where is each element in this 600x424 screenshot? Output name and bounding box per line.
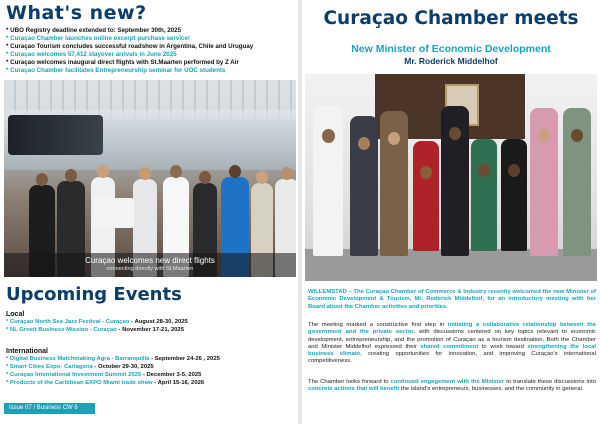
event-name: * NL Groeit Business Mission - Curaçao <box>6 326 117 333</box>
direct-flights-photo <box>4 80 296 277</box>
event-item[interactable] <box>6 356 296 364</box>
international-events-list <box>6 356 296 388</box>
photo-caption <box>4 253 296 277</box>
issue-footer <box>4 403 95 414</box>
article-paragraph-3: The Chamber looks forward to continued engagement with the Minister to translate these discussions into concrete actions that will benefit the island's entrepreneurs, businesses, and the community in general. <box>308 379 596 393</box>
news-list <box>6 27 296 76</box>
celebration-cake <box>94 198 134 228</box>
event-name: * Curaçao International Investment Summit 2025 <box>6 371 142 378</box>
caption-sub: connecting directly with St.Maarten <box>106 266 194 272</box>
event-name: * Products of the Caribbean EXPO Miami trade show <box>6 379 153 386</box>
airplane-graphic <box>8 115 103 155</box>
event-name: * Smart Cities Expo- Cartagena <box>6 363 93 370</box>
event-item[interactable] <box>6 319 296 327</box>
local-heading: Local <box>6 311 25 318</box>
event-item[interactable] <box>6 327 296 335</box>
caption-main: Curaçao welcomes new direct flights <box>85 256 215 265</box>
upcoming-events-title: Upcoming Events <box>6 284 182 305</box>
event-item[interactable] <box>6 364 296 372</box>
event-date: - August 28-30, 2025 <box>129 319 188 325</box>
event-item[interactable] <box>6 380 296 388</box>
board-meeting-photo <box>305 74 597 281</box>
local-events-list <box>6 319 296 335</box>
article-subtitle: New Minister of Economic Development <box>351 43 551 55</box>
news-item[interactable]: * Curaçao welcomes inaugural direct flights with St.Maarten performed by Z Air <box>6 59 239 67</box>
news-item[interactable]: * Curaçao Tourism concludes successful roadshow in Argentina, Chile and Uruguay <box>6 43 254 51</box>
article-title: Curaçao Chamber meets <box>323 8 579 29</box>
event-date: - September 24-26 , 2025 <box>149 356 220 362</box>
article-lead: WILLEMSTAD – The Curaçao Chamber of Commerce & Industry recently welcomed the new Minister of Economic Development & Tourism, Mr. Roderick Middelhof, for an introductory meeting with her Board about the Chamber activities and priorities. <box>308 289 596 310</box>
event-date: - December 3-5, 2025 <box>141 371 202 378</box>
issue-label: Issue 07 / Business CW 6 <box>9 405 78 411</box>
right-page <box>302 0 600 424</box>
event-date: - November 17-21, 2025 <box>116 326 184 333</box>
whats-new-title: What's new? <box>6 2 147 24</box>
minister-name: Mr. Roderick Middelhof <box>404 56 498 66</box>
news-item[interactable]: * Curaçao Chamber launches online excerpt purchase service! <box>6 35 190 43</box>
news-item[interactable]: * UBO Registry deadline extended to: September 30th, 2025 <box>6 27 182 34</box>
event-name: * Digital Business Matchmaking Agra - Barranquilla <box>6 356 150 362</box>
event-date: - April 15-16, 2026 <box>152 379 205 386</box>
international-heading: International <box>6 348 49 355</box>
news-item[interactable]: * Curaçao welcomes 57,412 stayover arrivals in June 2025 <box>6 51 177 59</box>
event-date: - October 29-30, 2025 <box>92 363 154 370</box>
event-name: * Curaçao North Sea Jazz Festival - Curaçao <box>6 319 130 325</box>
left-page <box>0 0 298 424</box>
news-item[interactable]: * Curaçao Chamber facilitates Entrepreneurship seminar for UOC students <box>6 67 226 75</box>
event-item[interactable] <box>6 372 296 380</box>
article-paragraph-2: The meeting marked a constructive first step in initiating a collaborative relationship between the government and the private sector, with discussions centered on key topics relevant to economic development, entrepreneurship, and the promotion of Curaçao as a tourism destination. Both the Chamber and Minister Middelhof expressed their shared commitment to work toward strengthening the local business climate, creating opportunities for innovation, and improving Curaçao's international competitiveness. <box>308 322 597 365</box>
